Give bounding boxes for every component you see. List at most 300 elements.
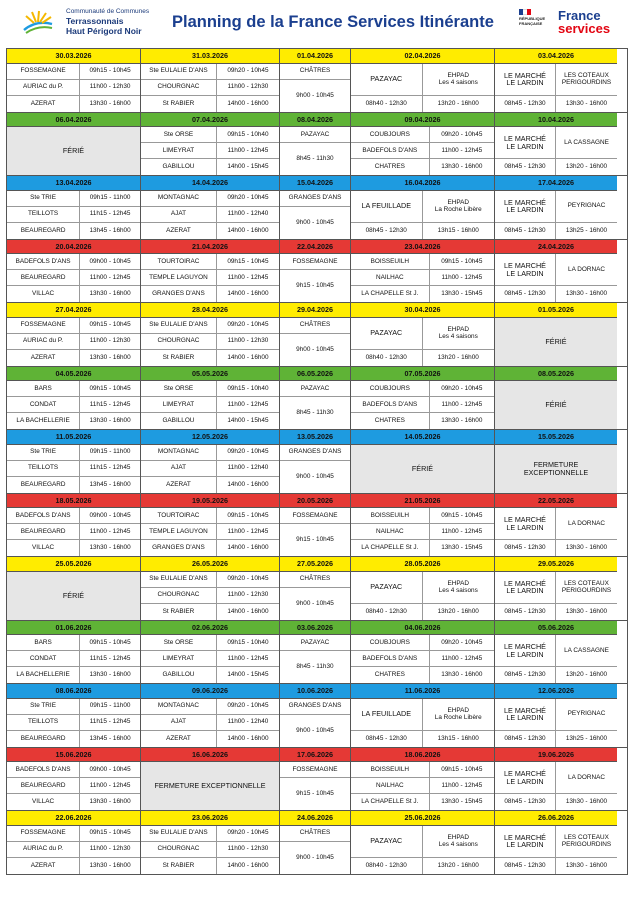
- time-slot: 14h00 - 16h00: [227, 290, 269, 298]
- time-slot: 09h15 - 10h45: [430, 508, 494, 524]
- commune-name: LIMEYRAT: [141, 651, 217, 667]
- commune-name: BOISSEUILH: [351, 254, 430, 270]
- commune-name: BEAUREGARD: [7, 223, 80, 239]
- day-header-date: 11.06.2026: [351, 684, 495, 699]
- day-header-date: 07.05.2026: [351, 367, 495, 382]
- closure-label: FERMETURE EXCEPTIONNELLE: [154, 781, 266, 791]
- day-header-date: 19.06.2026: [495, 748, 617, 763]
- page-header: [0, 0, 635, 46]
- time-slot: 11h15 - 12h45: [80, 461, 140, 477]
- commune-name: FOSSEMAGNE: [280, 762, 350, 778]
- commune-name: VILLAC: [7, 794, 80, 810]
- commune-name: AZERAT: [141, 223, 217, 239]
- day-header-date: 09.06.2026: [141, 684, 280, 699]
- morning-time-slot: 08h45 - 12h30: [495, 96, 556, 112]
- time-slot: 8h45 - 11h30: [296, 409, 334, 417]
- day-header-date: 18.06.2026: [351, 748, 495, 763]
- morning-location: LE MARCHÉ LE LARDIN: [495, 699, 556, 731]
- afternoon-time-slot: 13h20 - 16h00: [437, 99, 479, 107]
- time-slot: 13h30 - 16h00: [441, 417, 483, 425]
- closed-day: [351, 445, 495, 493]
- commune-name: GABILLOU: [141, 159, 217, 175]
- commune-name: CHOURGNAC: [141, 842, 217, 858]
- commune-name: BEAUREGARD: [7, 524, 80, 540]
- commune-name: BARS: [7, 381, 80, 397]
- time-slot: 9h00 - 10h45: [296, 91, 334, 99]
- day-header-date: 30.04.2026: [351, 303, 495, 318]
- morning-location: LE MARCHÉ LE LARDIN: [495, 762, 556, 794]
- day-header-date: 15.06.2026: [7, 748, 141, 763]
- day-schedule: [351, 191, 495, 239]
- time-slot: 14h00 - 16h00: [227, 353, 269, 361]
- logo-line-1: Communauté de Communes: [66, 8, 150, 15]
- day-schedule: [280, 762, 351, 810]
- day-schedule: [280, 64, 351, 112]
- closure-label: FÉRIÉ: [411, 463, 434, 473]
- commune-name: AZERAT: [7, 858, 80, 874]
- time-slot: 09h15 - 10h45: [430, 254, 494, 270]
- day-header-date: 21.05.2026: [351, 494, 495, 509]
- day-header-date: 25.05.2026: [7, 557, 141, 572]
- afternoon-time-slot: 13h30 - 16h00: [565, 798, 608, 806]
- morning-location: LE MARCHÉ LE LARDIN: [495, 826, 556, 858]
- time-slot: 14h00 - 16h00: [227, 226, 269, 234]
- morning-location: LA FEUILLADE: [351, 699, 423, 731]
- commune-name: CHATRES: [351, 159, 430, 175]
- commune-name: LA CHAPELLE St J.: [351, 286, 430, 302]
- day-header-date: 26.05.2026: [141, 557, 280, 572]
- time-slot: 11h00 - 12h40: [217, 207, 279, 223]
- day-header-date: 22.04.2026: [280, 240, 351, 255]
- day-schedule: [280, 318, 351, 366]
- commune-name: Ste EULALIE D'ANS: [141, 826, 217, 842]
- commune-name: Ste TRIE: [7, 191, 80, 207]
- commune-name: BEAUREGARD: [7, 270, 80, 286]
- day-header-date: 12.05.2026: [141, 430, 280, 445]
- day-schedule: [7, 445, 141, 493]
- day-schedule: [141, 381, 280, 429]
- day-schedule: [141, 635, 280, 683]
- morning-location: LE MARCHÉ LE LARDIN: [495, 635, 556, 667]
- time-slot: 09h00 - 10h45: [80, 254, 140, 270]
- day-schedule: [141, 508, 280, 556]
- day-header-date: 22.05.2026: [495, 494, 617, 509]
- morning-time-slot: 08h40 - 12h30: [351, 604, 423, 620]
- time-slot: 09h15 - 10h45: [430, 762, 494, 778]
- time-slot: 13h45 - 16h00: [89, 734, 131, 742]
- week-block: [6, 684, 628, 748]
- fs-line-1: France: [558, 8, 601, 23]
- day-header-date: 08.04.2026: [280, 113, 351, 128]
- time-slot: 11h15 - 12h45: [80, 715, 140, 731]
- afternoon-time-slot: 13h20 - 16h00: [437, 861, 479, 869]
- day-schedule: [351, 64, 495, 112]
- time-slot: 14h00 - 15h45: [227, 163, 269, 171]
- commune-name: AURIAC du P.: [7, 80, 80, 96]
- commune-name: Ste EULALIE D'ANS: [141, 64, 217, 80]
- week-block: [6, 811, 628, 875]
- time-slot: 11h00 - 12h45: [217, 397, 279, 413]
- commune-name: MONTAGNAC: [141, 191, 217, 207]
- commune-name: Ste EULALIE D'ANS: [141, 318, 217, 334]
- afternoon-time-slot: 13h30 - 16h00: [565, 861, 608, 869]
- day-schedule: [7, 508, 141, 556]
- morning-time-slot: 08h45 - 12h30: [495, 794, 556, 810]
- commune-name: GRANGES D'ANS: [141, 286, 217, 302]
- commune-name: BEAUREGARD: [7, 778, 80, 794]
- commune-name: FOSSEMAGNE: [280, 508, 350, 524]
- time-slot: 14h00 - 15h45: [227, 671, 269, 679]
- day-schedule: [351, 381, 495, 429]
- time-slot: 13h30 - 16h00: [89, 99, 131, 107]
- time-slot: 11h00 - 12h45: [430, 143, 494, 159]
- morning-location: LE MARCHÉ LE LARDIN: [495, 254, 556, 286]
- day-header-date: 24.04.2026: [495, 240, 617, 255]
- commune-name: CHOURGNAC: [141, 588, 217, 604]
- week-block: [6, 48, 628, 113]
- week-block: [6, 303, 628, 367]
- time-slot: 9h00 - 10h45: [296, 345, 334, 353]
- time-slot: 11h00 - 12h45: [217, 651, 279, 667]
- time-slot: 11h00 - 12h45: [430, 651, 494, 667]
- day-schedule: [351, 508, 495, 556]
- day-schedule: [495, 762, 617, 810]
- day-schedule: [280, 381, 351, 429]
- time-slot: 09h20 - 10h45: [217, 64, 279, 80]
- afternoon-location: LA DORNAC: [556, 762, 617, 794]
- commune-name: LA BACHELLERIE: [7, 413, 80, 429]
- day-schedule: [495, 826, 617, 874]
- day-header-date: 14.04.2026: [141, 176, 280, 191]
- time-slot: 11h00 - 12h30: [217, 80, 279, 96]
- commune-name: GRANGES D'ANS: [141, 540, 217, 556]
- morning-location: PAZAYAC: [351, 826, 423, 858]
- day-header-date: 27.05.2026: [280, 557, 351, 572]
- day-header-date: 03.04.2026: [495, 49, 617, 64]
- afternoon-location: EHPAD Les 4 saisons: [423, 826, 495, 858]
- commune-name: NAILHAC: [351, 778, 430, 794]
- day-header-date: 07.04.2026: [141, 113, 280, 128]
- day-header-date: 08.06.2026: [7, 684, 141, 699]
- time-slot: 11h00 - 12h45: [430, 270, 494, 286]
- afternoon-location: LA DORNAC: [556, 254, 617, 286]
- time-slot: 13h45 - 16h00: [89, 226, 131, 234]
- day-header-date: 26.06.2026: [495, 811, 617, 826]
- time-slot: 14h00 - 16h00: [227, 480, 269, 488]
- afternoon-time-slot: 13h30 - 16h00: [565, 290, 608, 298]
- morning-time-slot: 08h40 - 12h30: [351, 96, 423, 112]
- commune-name: TEILLOTS: [7, 461, 80, 477]
- day-schedule: [7, 191, 141, 239]
- time-slot: 11h00 - 12h45: [217, 524, 279, 540]
- ccthpn-logo: [22, 6, 150, 40]
- commune-name: Ste ORSE: [141, 635, 217, 651]
- commune-name: TOURTOIRAC: [141, 254, 217, 270]
- day-schedule: [7, 762, 141, 810]
- time-slot: 09h15 - 11h00: [80, 445, 140, 461]
- time-slot: 09h20 - 10h45: [430, 381, 494, 397]
- time-slot: 09h15 - 10h45: [217, 508, 279, 524]
- afternoon-time-slot: 13h15 - 16h00: [437, 226, 479, 234]
- commune-name: BADEFOLS D'ANS: [351, 397, 430, 413]
- commune-name: LIMEYRAT: [141, 397, 217, 413]
- day-schedule: [141, 826, 280, 874]
- time-slot: 13h30 - 16h00: [89, 544, 131, 552]
- time-slot: 11h00 - 12h30: [217, 334, 279, 350]
- commune-name: FOSSEMAGNE: [280, 254, 350, 270]
- commune-name: GRANGES D'ANS: [280, 445, 350, 461]
- commune-name: CHÂTRES: [280, 64, 350, 80]
- time-slot: 14h00 - 15h45: [227, 417, 269, 425]
- commune-name: TEILLOTS: [7, 207, 80, 223]
- commune-name: COUBJOURS: [351, 381, 430, 397]
- planning-grid: [6, 48, 628, 875]
- time-slot: 09h15 - 11h00: [80, 191, 140, 207]
- time-slot: 11h00 - 12h45: [217, 143, 279, 159]
- time-slot: 11h00 - 12h45: [80, 778, 140, 794]
- day-schedule: [280, 635, 351, 683]
- commune-name: FOSSEMAGNE: [7, 318, 80, 334]
- morning-time-slot: 08h45 - 12h30: [495, 159, 556, 175]
- day-header-date: 12.06.2026: [495, 684, 617, 699]
- afternoon-time-slot: 13h20 - 16h00: [565, 671, 608, 679]
- afternoon-location: LES COTEAUX PERIGOURDINS: [556, 64, 617, 96]
- day-schedule: [495, 572, 617, 620]
- day-header-date: 28.05.2026: [351, 557, 495, 572]
- day-schedule: [495, 699, 617, 747]
- morning-location: PAZAYAC: [351, 64, 423, 96]
- day-schedule: [351, 127, 495, 175]
- day-header-date: 16.04.2026: [351, 176, 495, 191]
- commune-name: VILLAC: [7, 286, 80, 302]
- day-schedule: [141, 191, 280, 239]
- time-slot: 14h00 - 16h00: [227, 861, 269, 869]
- time-slot: 09h20 - 10h45: [217, 826, 279, 842]
- closed-day: [495, 381, 617, 429]
- afternoon-location: EHPAD La Roche Libère: [423, 699, 495, 731]
- day-header-date: 25.06.2026: [351, 811, 495, 826]
- time-slot: 09h15 - 10h40: [217, 635, 279, 651]
- morning-location: LA FEUILLADE: [351, 191, 423, 223]
- time-slot: 09h20 - 10h45: [217, 445, 279, 461]
- day-schedule: [7, 64, 141, 112]
- day-header-date: 21.04.2026: [141, 240, 280, 255]
- time-slot: 09h15 - 10h40: [217, 381, 279, 397]
- time-slot: 11h15 - 12h45: [80, 397, 140, 413]
- commune-name: AZERAT: [7, 350, 80, 366]
- time-slot: 09h15 - 10h45: [80, 64, 140, 80]
- day-header-date: 23.04.2026: [351, 240, 495, 255]
- commune-name: Ste ORSE: [141, 127, 217, 143]
- day-header-date: 23.06.2026: [141, 811, 280, 826]
- commune-name: GABILLOU: [141, 667, 217, 683]
- time-slot: 13h30 - 16h00: [89, 861, 131, 869]
- day-header-date: 24.06.2026: [280, 811, 351, 826]
- week-block: [6, 748, 628, 812]
- day-schedule: [7, 254, 141, 302]
- commune-name: BADEFOLS D'ANS: [351, 143, 430, 159]
- commune-name: FOSSEMAGNE: [7, 826, 80, 842]
- day-schedule: [495, 127, 617, 175]
- commune-name: COUBJOURS: [351, 127, 430, 143]
- time-slot: 09h20 - 10h45: [430, 127, 494, 143]
- day-schedule: [141, 572, 280, 620]
- afternoon-location: LA CASSAGNE: [556, 635, 617, 667]
- commune-name: MONTAGNAC: [141, 699, 217, 715]
- commune-name: PAZAYAC: [280, 635, 350, 651]
- time-slot: 11h00 - 12h40: [217, 461, 279, 477]
- commune-name: GABILLOU: [141, 413, 217, 429]
- afternoon-location: EHPAD Les 4 saisons: [423, 572, 495, 604]
- commune-name: St RABIER: [141, 858, 217, 874]
- time-slot: 14h00 - 16h00: [227, 607, 269, 615]
- week-block: [6, 367, 628, 431]
- time-slot: 11h00 - 12h45: [430, 397, 494, 413]
- commune-name: BADEFOLS D'ANS: [351, 651, 430, 667]
- week-block: [6, 430, 628, 494]
- commune-name: BEAUREGARD: [7, 731, 80, 747]
- page-title: Planning de la France Services Itinérante: [172, 13, 494, 31]
- morning-location: LE MARCHÉ LE LARDIN: [495, 127, 556, 159]
- closed-day: [7, 572, 141, 620]
- morning-time-slot: 08h40 - 12h30: [351, 350, 423, 366]
- day-header-date: 10.04.2026: [495, 113, 617, 128]
- commune-name: AZERAT: [7, 96, 80, 112]
- morning-time-slot: 08h45 - 12h30: [495, 667, 556, 683]
- fs-line-2: services: [558, 21, 611, 36]
- day-schedule: [141, 445, 280, 493]
- commune-name: VILLAC: [7, 540, 80, 556]
- commune-name: TEMPLE LAGUYON: [141, 270, 217, 286]
- week-block: [6, 240, 628, 304]
- afternoon-time-slot: 13h20 - 16h00: [565, 163, 608, 171]
- morning-time-slot: 08h45 - 12h30: [351, 223, 423, 239]
- commune-name: CHÂTRES: [280, 826, 350, 842]
- time-slot: 11h15 - 12h45: [80, 651, 140, 667]
- morning-location: LE MARCHÉ LE LARDIN: [495, 64, 556, 96]
- time-slot: 11h00 - 12h45: [217, 270, 279, 286]
- commune-name: AURIAC du P.: [7, 334, 80, 350]
- time-slot: 9h15 - 10h45: [296, 790, 334, 798]
- time-slot: 9h15 - 10h45: [296, 536, 334, 544]
- commune-name: St RABIER: [141, 604, 217, 620]
- time-slot: 13h30 - 16h00: [89, 671, 131, 679]
- day-header-date: 28.04.2026: [141, 303, 280, 318]
- day-header-date: 27.04.2026: [7, 303, 141, 318]
- commune-name: CHATRES: [351, 413, 430, 429]
- commune-name: BADEFOLS D'ANS: [7, 254, 80, 270]
- time-slot: 09h20 - 10h45: [217, 191, 279, 207]
- commune-name: COUBJOURS: [351, 635, 430, 651]
- commune-name: PAZAYAC: [280, 127, 350, 143]
- closure-label: FÉRIÉ: [62, 146, 85, 156]
- commune-name: St RABIER: [141, 350, 217, 366]
- morning-time-slot: 08h45 - 12h30: [495, 604, 556, 620]
- day-schedule: [141, 699, 280, 747]
- time-slot: 09h15 - 10h45: [217, 254, 279, 270]
- time-slot: 14h00 - 16h00: [227, 734, 269, 742]
- commune-name: CHOURGNAC: [141, 334, 217, 350]
- afternoon-location: EHPAD La Roche Libère: [423, 191, 495, 223]
- day-header-date: 17.06.2026: [280, 748, 351, 763]
- week-block: [6, 621, 628, 685]
- time-slot: 13h30 - 16h00: [441, 163, 483, 171]
- day-schedule: [351, 762, 495, 810]
- afternoon-location: LA CASSAGNE: [556, 127, 617, 159]
- time-slot: 09h15 - 10h45: [80, 318, 140, 334]
- day-header-date: 18.05.2026: [7, 494, 141, 509]
- commune-name: CONDAT: [7, 651, 80, 667]
- closed-day: [495, 445, 617, 493]
- day-schedule: [351, 318, 495, 366]
- time-slot: 13h30 - 15h45: [441, 798, 483, 806]
- commune-name: BADEFOLS D'ANS: [7, 762, 80, 778]
- commune-name: TOURTOIRAC: [141, 508, 217, 524]
- week-block: [6, 113, 628, 177]
- morning-time-slot: 08h40 - 12h30: [351, 858, 423, 874]
- commune-name: AZERAT: [141, 731, 217, 747]
- time-slot: 09h15 - 10h45: [80, 635, 140, 651]
- republique-francaise-logo: [519, 9, 551, 39]
- closure-label: FÉRIÉ: [62, 590, 85, 600]
- closure-label: FÉRIÉ: [545, 400, 567, 410]
- closed-day: [7, 127, 141, 175]
- commune-name: Ste EULALIE D'ANS: [141, 572, 217, 588]
- afternoon-time-slot: 13h30 - 16h00: [565, 99, 608, 107]
- day-header-date: 05.05.2026: [141, 367, 280, 382]
- day-header-date: 01.05.2026: [495, 303, 617, 318]
- time-slot: 09h15 - 10h45: [80, 381, 140, 397]
- morning-time-slot: 08h45 - 12h30: [495, 286, 556, 302]
- closure-label: FÉRIÉ: [545, 336, 567, 346]
- time-slot: 09h20 - 10h45: [217, 572, 279, 588]
- time-slot: 11h00 - 12h45: [80, 524, 140, 540]
- commune-name: BADEFOLS D'ANS: [7, 508, 80, 524]
- time-slot: 13h30 - 15h45: [441, 290, 483, 298]
- time-slot: 14h00 - 16h00: [227, 99, 269, 107]
- rf-text-line-1: RÉPUBLIQUE: [519, 16, 546, 21]
- day-header-date: 13.05.2026: [280, 430, 351, 445]
- day-schedule: [351, 826, 495, 874]
- commune-name: CONDAT: [7, 397, 80, 413]
- day-schedule: [280, 508, 351, 556]
- day-header-date: 10.06.2026: [280, 684, 351, 699]
- commune-name: CHÂTRES: [280, 318, 350, 334]
- day-schedule: [280, 254, 351, 302]
- afternoon-location: PEYRIGNAC: [556, 191, 617, 223]
- time-slot: 11h00 - 12h30: [80, 334, 140, 350]
- afternoon-location: LES COTEAUX PERIGOURDINS: [556, 572, 617, 604]
- day-schedule: [351, 254, 495, 302]
- day-schedule: [351, 572, 495, 620]
- commune-name: MONTAGNAC: [141, 445, 217, 461]
- closure-label: FERMETURE EXCEPTIONNELLE: [523, 460, 589, 477]
- day-header-date: 01.04.2026: [280, 49, 351, 64]
- logo-line-2: Terrassonnais: [66, 16, 124, 26]
- commune-name: NAILHAC: [351, 270, 430, 286]
- day-header-date: 02.04.2026: [351, 49, 495, 64]
- time-slot: 13h30 - 16h00: [89, 290, 131, 298]
- closed-day: [495, 318, 617, 366]
- logo-line-3: Haut Périgord Noir: [66, 26, 142, 36]
- day-header-date: 31.03.2026: [141, 49, 280, 64]
- afternoon-location: LES COTEAUX PERIGOURDINS: [556, 826, 617, 858]
- time-slot: 13h30 - 16h00: [441, 671, 483, 679]
- time-slot: 11h15 - 12h45: [80, 207, 140, 223]
- morning-location: LE MARCHÉ LE LARDIN: [495, 191, 556, 223]
- day-schedule: [141, 254, 280, 302]
- time-slot: 9h15 - 10h45: [296, 282, 334, 290]
